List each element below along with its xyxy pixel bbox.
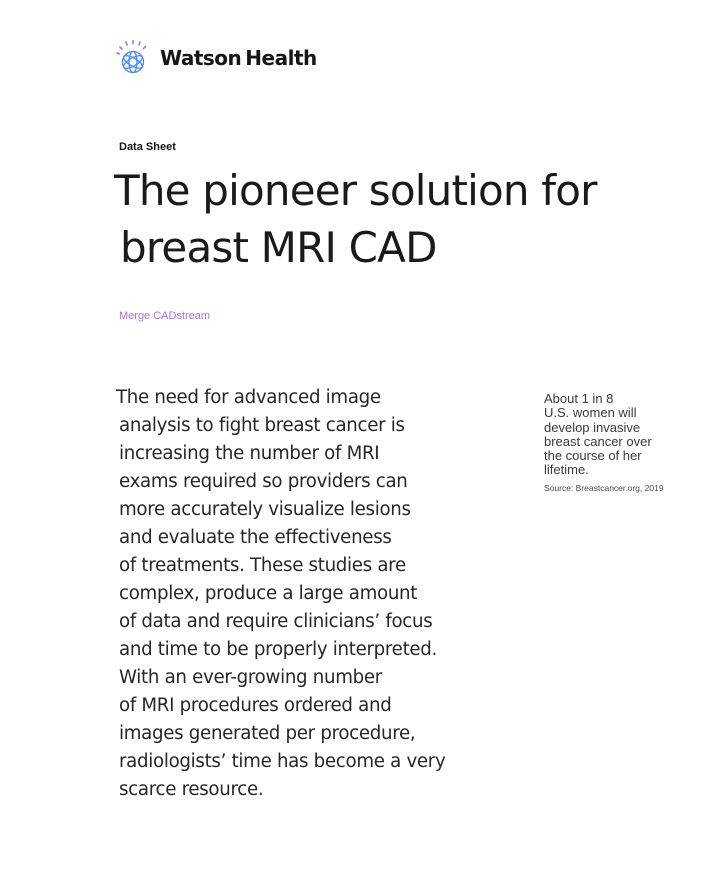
page-title — [114, 162, 674, 276]
body-line: increasing the number of MRI — [119, 443, 380, 464]
stat-line: lifetime. — [544, 462, 589, 478]
stat-line: develop invasive — [544, 419, 641, 435]
brand-logo — [112, 38, 317, 78]
brand-name-first: Watson — [160, 46, 242, 70]
stat-line: the course of her — [544, 448, 642, 464]
body-line: and time to be properly interpreted. — [119, 639, 438, 660]
brand-name — [160, 46, 317, 70]
body-line: analysis to fight breast cancer is — [119, 415, 405, 436]
body-line: and evaluate the effectiveness — [119, 527, 392, 548]
stat-text — [544, 392, 684, 478]
body-line: The need for advanced image — [116, 387, 381, 408]
title-line-1: The pioneer solution for — [114, 166, 597, 215]
stat-line: U.S. women will — [544, 405, 637, 421]
body-paragraph — [116, 384, 466, 804]
body-line: of MRI procedures ordered and — [119, 695, 392, 716]
body-line: of treatments. These studies are — [119, 555, 406, 576]
product-name: Merge CADstream — [119, 310, 211, 322]
body-line: more accurately visualize lesions — [119, 499, 411, 520]
body-line: radiologists’ time has become a very — [119, 751, 446, 772]
body-line: exams required so providers can — [119, 471, 408, 492]
stat-source: Source: Breastcancer.org, 2019 — [544, 482, 664, 493]
body-line: images generated per procedure, — [119, 723, 416, 744]
watson-globe-icon — [112, 38, 152, 78]
body-line: scarce resource. — [119, 779, 264, 800]
body-line: complex, produce a large amount — [119, 583, 418, 604]
body-line: of data and require clinicians’ focus — [119, 611, 433, 632]
stat-line: About 1 in 8 — [544, 391, 614, 406]
brand-name-second: Health — [245, 46, 317, 70]
title-line-2: breast MRI CAD — [120, 223, 437, 272]
stat-line: breast cancer over — [544, 433, 652, 449]
document-type-label: Data Sheet — [119, 141, 176, 153]
body-line: With an ever-growing number — [119, 667, 382, 688]
stat-callout — [544, 392, 684, 493]
